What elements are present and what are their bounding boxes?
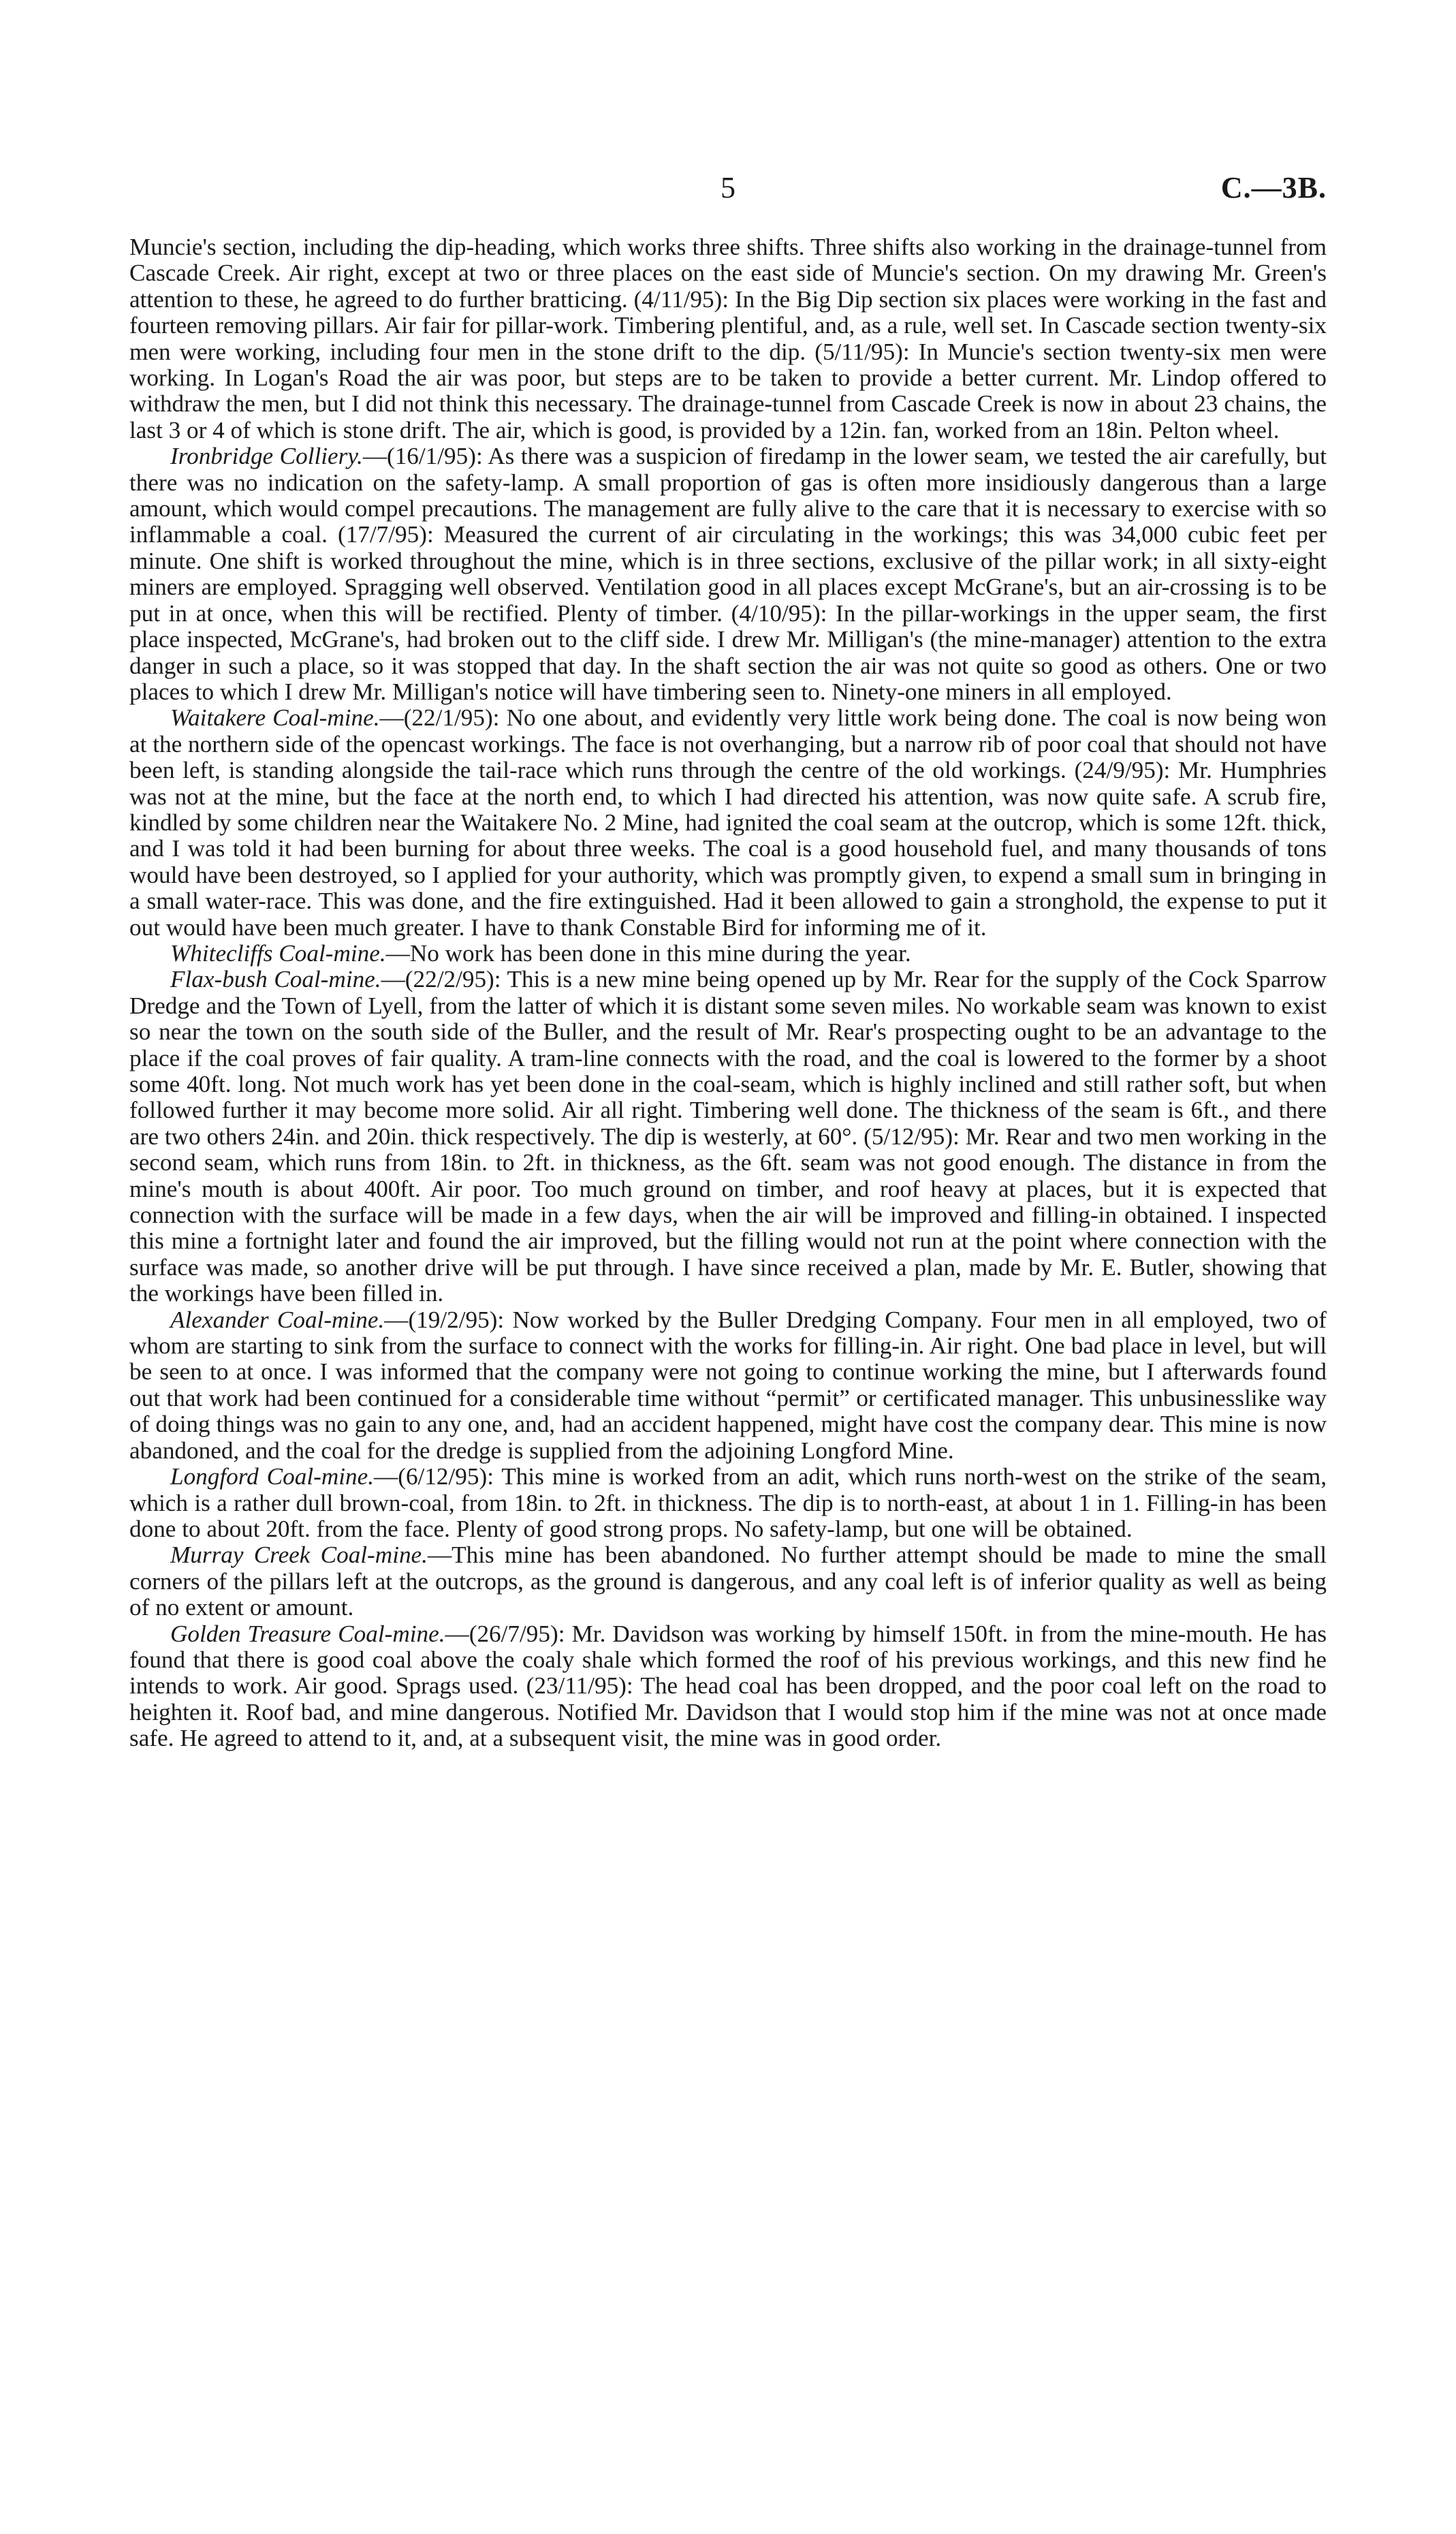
section-ironbridge-colliery: [129, 443, 1327, 705]
page-number: 5: [721, 171, 735, 204]
section-murray-creek-coal-mine: [129, 1542, 1327, 1621]
paragraph-text: —(26/7/95): Mr. Davidson was working by himself 150ft. in from the mine-mouth. He has found that there is good coal above the coaly shale which formed the roof of his previous workings, and this new find he intends to work. Air good. Sprags used. (23/11/95): The head coal has been dropped, and the poor coal left on the road to heighten it. Roof bad, and mine dangerous. Notified Mr. Davidson that I would stop him if the mine was not at once made safe. He agreed to attend to it, and, at a subsequent visit, the mine was in good order.: [129, 1620, 1327, 1752]
section-heading: Longford Coal-mine.: [170, 1463, 375, 1490]
section-heading: Golden Treasure Coal-mine.: [170, 1620, 445, 1647]
section-heading: Murray Creek Coal-mine.: [170, 1542, 428, 1569]
section-golden-treasure-coal-mine: [129, 1621, 1327, 1752]
section-flax-bush-coal-mine: [129, 967, 1327, 1307]
paragraph-muncie-continued: [129, 234, 1327, 443]
paragraph-text: —(6/12/95): This mine is worked from an adit, which runs north-west on the strike of the seam, which is a rather dull brown-coal, from 18in. to 2ft. in thickness. The dip is to north-east, at about 1 in 1. Filling-in has been done to about 20ft. from the face. Plenty of good strong props. No safety-lamp, but one will be obtained.: [129, 1463, 1327, 1542]
section-heading: Waitakere Coal-mine.: [170, 704, 380, 732]
paragraph-text: —(22/2/95): This is a new mine being opened up by Mr. Rear for the supply of the Cock Sparrow Dredge and the Town of Lyell, from the latter of which it is distant some seven miles. No workable seam was known to exist so near the town on the south side of the Buller, and the result of Mr. Rear's prospecting ought to be an advantage to the place if the coal proves of fair quality. A tram-line connects with the road, and the coal is lowered to the former by a shoot some 40ft. long. Not much work has yet been done in the coal-seam, which is highly inclined and still rather soft, but when followed further it may become more solid. Air all right. Timbering well done. The thickness of the seam is 6ft., and there are two others 24in. and 20in. thick respectively. The dip is westerly, at 60°. (5/12/95): Mr. Rear and two men working in the second seam, which runs from 18in. to 2ft. in thickness, as the 6ft. seam was not good enough. The distance in from the mine's mouth is about 400ft. Air poor. Too much ground on timber, and roof heavy at places, but it is expected that connection with the surface will be made in a few days, when the air will be improved and filling-in obtained. I inspected this mine a fortnight later and found the air improved, but the filling would not run at the point where connection with the surface was made, so another drive will be put through. I have since received a plan, made by Mr. E. Butler, showing that the workings have been filled in.: [129, 966, 1327, 1307]
paragraph-text: Muncie's section, including the dip-heading, which works three shifts. Three shifts also working in the drainage-tunnel from Cascade Creek. Air right, except at two or three places on the east side of Muncie's section. On my drawing Mr. Green's attention to these, he agreed to do further bratticing. (4/11/95): In the Big Dip section six places were working in the fast and fourteen removing pillars. Air fair for pillar-work. Timbering plentiful, and, as a rule, well set. In Cascade section twenty-six men were working, including four men in the stone drift to the dip. (5/11/95): In Muncie's section twenty-six men were working. In Logan's Road the air was poor, but steps are to be taken to provide a better current. Mr. Lindop offered to withdraw the men, but I did not think this necessary. The drainage-tunnel from Cascade Creek is now in about 23 chains, the last 3 or 4 of which is stone drift. The air, which is good, is provided by a 12in. fan, worked from an 18in. Pelton wheel.: [129, 234, 1327, 443]
section-heading: Flax-bush Coal-mine.: [170, 966, 381, 993]
section-whitecliffs-coal-mine: [129, 941, 1327, 967]
document-reference: C.—3B.: [1220, 171, 1327, 204]
paragraph-text: —(19/2/95): Now worked by the Buller Dredging Company. Four men in all employed, two of whom are starting to sink from the surface to connect with the works for filling-in. Air right. One bad place in level, but will be seen to at once. I was informed that the company were not going to continue working the mine, but I afterwards found out that work had been continued for a considerable time without “permit” or certificated manager. This unbusinesslike way of doing things was no gain to any one, and, had an accident happened, might have cost the company dear. This mine is now abandoned, and the coal for the dredge is supplied from the adjoining Longford Mine.: [129, 1306, 1327, 1464]
section-heading: Whitecliffs Coal-mine.: [170, 939, 386, 967]
section-alexander-coal-mine: [129, 1307, 1327, 1464]
section-longford-coal-mine: [129, 1464, 1327, 1542]
report-body: [129, 234, 1327, 1752]
section-waitakere-coal-mine: [129, 705, 1327, 941]
paragraph-text: —This mine has been abandoned. No further attempt should be made to mine the small corners of the pillars left at the outcrops, as the ground is dangerous, and any coal left is of inferior quality as well as being of no extent or amount.: [129, 1542, 1327, 1621]
paragraph-text: —(16/1/95): As there was a suspicion of firedamp in the lower seam, we tested the air carefully, but there was no indication on the safety-lamp. A small proportion of gas is often more insidiously dangerous than a large amount, which would compel precautions. The management are fully alive to the care that it is necessary to exercise with so inflammable a coal. (17/7/95): Measured the current of air circulating in the workings; this was 34,000 cubic feet per minute. One shift is worked throughout the mine, which is in three sections, exclusive of the pillar work; in all sixty-eight miners are employed. Spragging well observed. Ventilation good in all places except McGrane's, but an air-crossing is to be put in at once, when this will be rectified. Plenty of timber. (4/10/95): In the pillar-workings in the upper seam, the first place inspected, McGrane's, had broken out to the cliff side. I drew Mr. Milligan's (the mine-manager) attention to the extra danger in such a place, so it was stopped that day. In the shaft section the air was not quite so good as others. One or two places to which I drew Mr. Milligan's notice will have timbering seen to. Ninety-one miners in all employed.: [129, 443, 1327, 705]
paragraph-text: —(22/1/95): No one about, and evidently very little work being done. The coal is now being won at the northern side of the opencast workings. The face is not overhanging, but a narrow rib of poor coal that should not have been left, is standing alongside the tail-race which runs through the centre of the old workings. (24/9/95): Mr. Humphries was not at the mine, but the face at the north end, to which I had directed his attention, was now quite safe. A scrub fire, kindled by some children near the Waitakere No. 2 Mine, had ignited the coal seam at the outcrop, which is some 12ft. thick, and I was told it had been burning for about three weeks. The coal is a good household fuel, and many thousands of tons would have been destroyed, so I applied for your authority, which was promptly given, to expend a small sum in bringing in a small water-race. This was done, and the fire extinguished. Had it been allowed to gain a stronghold, the expense to put it out would have been much greater. I have to thank Constable Bird for informing me of it.: [129, 704, 1327, 941]
section-heading: Alexander Coal-mine.: [170, 1306, 385, 1333]
page: [129, 170, 1327, 1752]
page-header: [129, 170, 1327, 225]
section-heading: Ironbridge Colliery.: [170, 443, 363, 470]
paragraph-text: —No work has been done in this mine during the year.: [385, 939, 911, 967]
